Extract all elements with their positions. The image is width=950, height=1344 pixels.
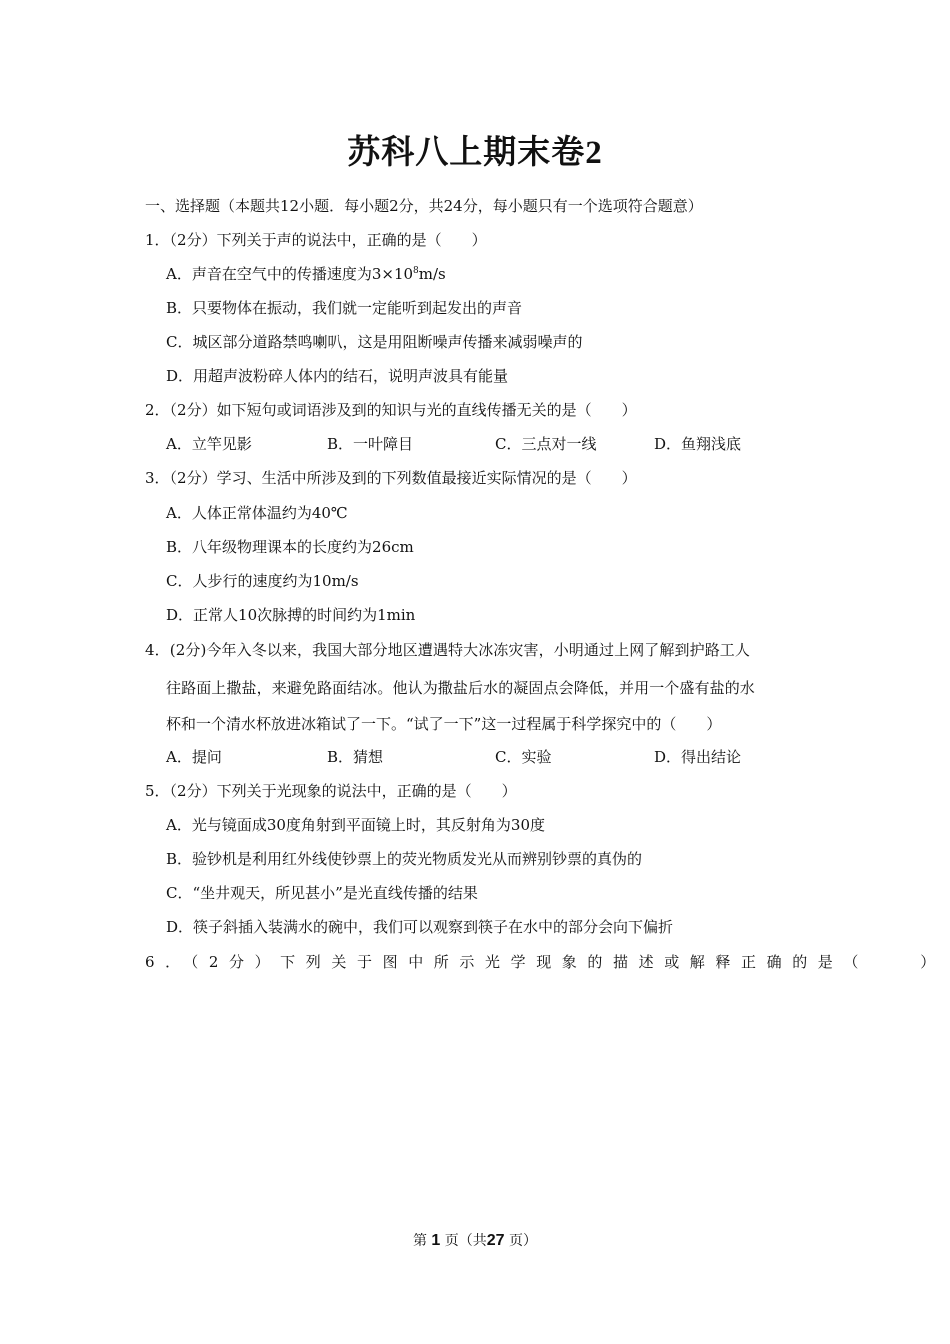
footer-total-pages: 27 [486, 1232, 505, 1249]
question-3-option-b: B．八年级物理课本的长度约为26cm [166, 538, 414, 556]
question-2-option-a: A．立竿见影 [166, 435, 252, 453]
section-header: 一、选择题（本题共12小题．每小题2分，共24分，每小题只有一个选项符合题意） [145, 197, 703, 215]
question-5-option-d: D．筷子斜插入装满水的碗中，我们可以观察到筷子在水中的部分会向下偏折 [166, 918, 674, 936]
question-2-option-d: D．鱼翔浅底 [654, 435, 742, 453]
question-4-option-b: B．猜想 [327, 748, 384, 766]
option-unit: m/s [418, 265, 446, 283]
question-3-option-d: D．正常人10次脉搏的时间约为1min [166, 606, 416, 624]
footer-prefix: 第 [412, 1233, 427, 1249]
question-1-option-c: C．城区部分道路禁鸣喇叭，这是用阻断噪声传播来减弱噪声的 [166, 333, 583, 351]
question-2-option-c: C．三点对一线 [495, 435, 597, 453]
footer-suffix: 页） [509, 1233, 538, 1249]
option-text: A．声音在空气中的传播速度为3×10 [166, 265, 414, 283]
question-5-option-b: B．验钞机是利用红外线使钞票上的荧光物质发光从而辨别钞票的真伪的 [166, 850, 643, 868]
question-4-option-c: C．实验 [495, 748, 552, 766]
question-4-option-d: D．得出结论 [654, 748, 742, 766]
question-2-stem: 2．（2分）如下短句或词语涉及到的知识与光的直线传播无关的是（ ） [145, 401, 637, 419]
question-2-option-b: B．一叶障目 [327, 435, 414, 453]
question-5-option-c: C．“坐井观天，所见甚小”是光直线传播的结果 [166, 884, 478, 902]
question-1-option-a [166, 264, 446, 284]
footer-page-number: 1 [431, 1232, 441, 1249]
page-footer [0, 1230, 950, 1250]
question-1-option-b: B．只要物体在振动，我们就一定能听到起发出的声音 [166, 299, 523, 317]
question-4-line-3: 杯和一个清水杯放进冰箱试了一下。“试了一下”这一过程属于科学探究中的（ ） [166, 715, 722, 733]
question-1-stem: 1．（2分）下列关于声的说法中，正确的是（ ） [145, 231, 487, 249]
question-4-line-2: 往路面上撒盐，来避免路面结冰。他认为撒盐后水的凝固点会降低，并用一个盛有盐的水 [166, 679, 755, 697]
question-5-option-a: A．光与镜面成30度角射到平面镜上时，其反射角为30度 [166, 816, 546, 834]
question-6-stem: 6．（2分）下列关于图中所示光学现象的描述或解释正确的是（ ） [145, 953, 946, 971]
page-title: 苏科八上期末卷2 [347, 135, 603, 171]
footer-middle: 页（共 [444, 1233, 487, 1249]
question-4-option-a: A．提问 [166, 748, 222, 766]
question-5-stem: 5．（2分）下列关于光现象的说法中，正确的是（ ） [145, 782, 517, 800]
question-4-line-1: 4．(2分)今年入冬以来，我国大部分地区遭遇特大冰冻灾害，小明通过上网了解到护路工人 [145, 641, 750, 659]
question-3-stem: 3．（2分）学习、生活中所涉及到的下列数值最接近实际情况的是（ ） [145, 469, 637, 487]
question-3-option-c: C．人步行的速度约为10m/s [166, 572, 359, 590]
question-3-option-a: A．人体正常体温约为40℃ [166, 504, 348, 522]
exponent: 8 [413, 266, 419, 276]
question-1-option-d: D．用超声波粉碎人体内的结石，说明声波具有能量 [166, 367, 509, 385]
